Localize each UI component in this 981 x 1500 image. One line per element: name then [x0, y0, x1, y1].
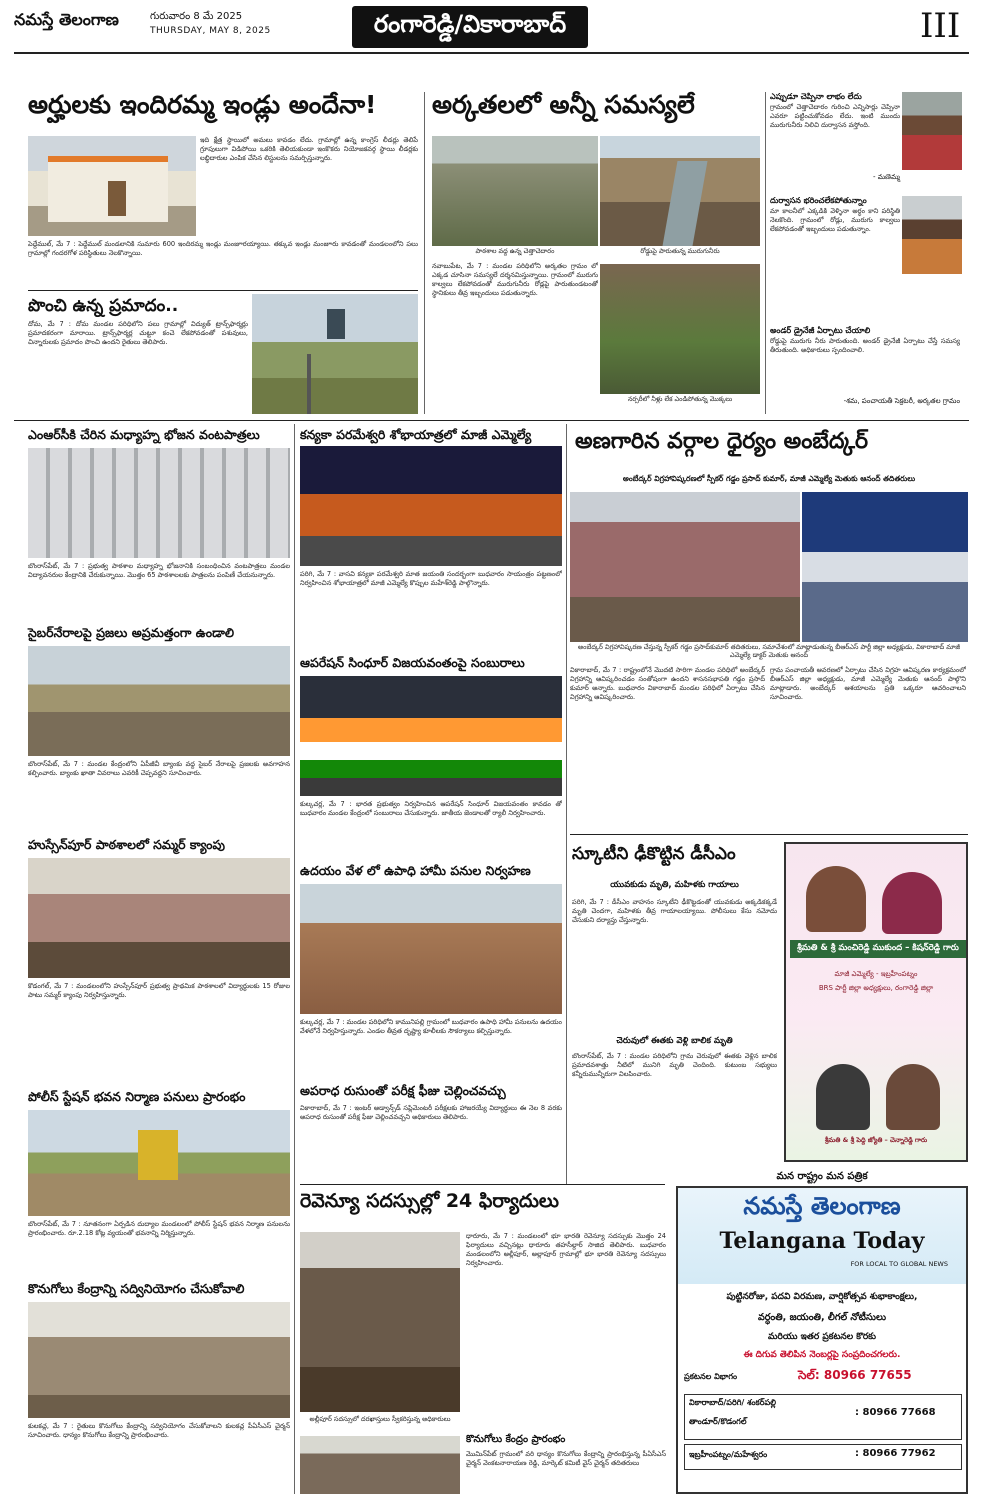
headline-arkatala: అర్కతలలో అన్నీ సమస్యలే: [432, 90, 695, 119]
quote-1-title: ఎప్పుడూ చెప్పినా లాభం లేదు: [770, 92, 862, 101]
photo-nursery: [600, 264, 760, 394]
masthead-date-telugu: గురువారం 8 మే 2025: [150, 11, 243, 22]
newspaper-ad-dept: ప్రకటనల విభాగం: [684, 1372, 738, 1381]
newspaper-ad-phone1: : 80966 77668: [855, 1407, 936, 1418]
photo-transformer: [252, 294, 418, 414]
headline-revenue: రెవెన్యూ సదస్సుల్లో 24 ఫిర్యాదులు: [300, 1190, 559, 1212]
quote-3-name: -శమ, పంచాయతీ సెక్రటరీ, అర్కతల గ్రామం: [843, 397, 960, 405]
scooty-body: పరిగి, మే 7 : డీసీఎం వాహనం స్కూటీని ఢీకొట్టడంతో యువకుడు అక్కడికక్కడే మృతి చెందగా, మహిళకు తీవ్ర గాయాలయ్యాయి. పోలీసులు కేసు నమోదు చేసుకుని దర్యాప్తు చేస్తున్నారు.: [572, 898, 777, 924]
photo-tricolor-rally: [300, 676, 562, 796]
arkatala-caption-3: నర్సరీలో నీళ్లు లేక ఎండిపోతున్న మొక్కలు: [627, 395, 733, 403]
ambedkar-body-2: గ్రామ పంచాయతీ ఆవరణలో ఏర్పాటు చేసిన విగ్రహ ఆవిష్కరణ కార్యక్రమంలో బీఆర్‌ఎస్ జిల్లా అధ్యక్షుడు, మాజీ ఎమ్మెల్యే మెతుకు ఆనంద్ పాల్గొని మాట్లాడారు. అంబేద్కర్ ఆశయాలను ప్రతి ఒక్కరూ ఆచరించాలని సూచించారు.: [770, 666, 966, 701]
newspaper-ad-title-te: నమస్తే తెలంగాణ: [743, 1192, 901, 1220]
middle-4-body: వికారాబాద్, మే 7 : ఇంటర్ అడ్వాన్స్‌డ్ సప్లిమెంటరీ పరీక్షలకు హాజరయ్యే విద్యార్థులు ఈ నెల 8 వరకు అపరాధ రుసుంతో పరీక్ష ఫీజు చెల్లించవచ్చని అధికారులు తెలిపారు.: [300, 1104, 562, 1121]
indiramma-dateline: పెద్దేముల్, మే 7 : పెద్దేముల్ మండలానికి సుమారు 600 ఇందిరమ్మ ఇండ్లు మంజూరయ్యాయి. తక్కువ ఇండ్లు మంజూరు కావడంతో మండలంలోని పలు గ్రామాల్లో గందరగోళ పరిస్థితులు నెలకొన్నాయి.: [28, 240, 418, 257]
quote-2-title: దుర్వాసన భరించలేకపోతున్నాం: [770, 196, 867, 205]
masthead-rule: [14, 52, 969, 54]
photo-meeting: [802, 492, 968, 642]
arkatala-caption-1: పాఠశాల వద్ద ఉన్న చెత్తాచెదారం: [475, 247, 555, 255]
middle-3-body: కుల్కచర్ల, మే 7 : మండల పరిధిలోని కామునిపల్లి గ్రామంలో బుధవారం ఉపాధి హామీ పనులను ఉదయం వేళలోనే నిర్వహిస్తున్నారు. ఎండల తీవ్రత దృష్ట్యా కూలీలకు సౌకర్యాలు కల్పిస్తున్నారు.: [300, 1018, 562, 1035]
scooty-body-2: బొంరాస్‌పేట్, మే 7 : మండల పరిధిలోని గ్రామ చెరువులో ఈతకు వెళ్లిన బాలిక ప్రమాదవశాత్తు నీటిలో మునిగి మృతి చెందింది. కుటుంబ సభ్యులు కన్నీరుమున్నీరుగా విలపించారు.: [572, 1052, 777, 1078]
sidebar-3-headline: హుస్సేన్‌పూర్ పాఠశాలలో సమ్మర్ క్యాంపు: [28, 837, 225, 852]
quote-3-title: అండర్ డ్రైనేజీ ఏర్పాటు చేయాలి: [770, 326, 871, 335]
photo-police-station-site: [28, 1110, 290, 1216]
newspaper-ad-line2: వర్ధంతి, జయంతి, లీగల్ నోటీసులు: [758, 1312, 886, 1323]
photo-house: [28, 136, 196, 236]
photo-summer-camp: [28, 858, 290, 978]
greeting-line2: శ్రీమతి & శ్రీ పెద్ది జ్యోతి – చెన్నారెడ్డి గారు: [824, 1136, 928, 1144]
greeting-role: మాజీ ఎమ్మెల్యే - ఇబ్రహీంపట్నం: [834, 970, 918, 978]
newspaper-ad-title-en: Telangana Today: [719, 1228, 925, 1254]
scooty-subhead: యువకుడు మృతి, మహిళకు గాయాలు: [610, 880, 739, 890]
middle-1-headline: కన్యకా పరమేశ్వరి శోభాయాత్రలో మాజీ ఎమ్మెల్యే: [300, 427, 532, 442]
headline-indiramma: అర్హులకు ఇందిరమ్మ ఇండ్లు అందేనా!: [28, 90, 377, 119]
newspaper-ad-line3: మరియు ఇతర ప్రకటనల కొరకు: [768, 1332, 876, 1342]
sidebar-2-body: బొంరాస్‌పేట్, మే 7 : మండల కేంద్రంలోని ఏపీజీవీ బ్యాంకు వద్ద సైబర్ నేరాలపై ప్రజలకు అవగాహన కల్పించారు. బ్యాంకు ఖాతా వివరాలు ఎవరికీ చెప్పవద్దని సూచించారు.: [28, 760, 290, 777]
indiramma-body: ఇది క్షేత్ర స్థాయిలో అమలు కావడం లేదు. గ్రామాల్లో ఉన్న కాంగ్రెస్ లీడర్లు తెలిపే గ్రూపులుగా విడిపోయి ఒకరికి తెలియకుండా ఇంకొకరు నియోజకవర్గ స్థాయి లీడర్లకు లబ్ధిదారుల ఎంపిక చేసిన లిస్టులను సమర్పిస్తున్నారు.: [200, 136, 418, 162]
ambedkar-caption: అంబేద్కర్ విగ్రహావిష్కరణ చేస్తున్న స్పీకర్ గడ్డం ప్రసాద్‌కుమార్ తదితరులు, సమావేశంలో మాట్లాడుతున్న బీఆర్‌ఎస్ పార్టీ జిల్లా అధ్యక్షుడు, వికారాబాద్ మాజీ ఎమ్మెల్యే డాక్టర్ మెతుకు ఆనంద్: [577, 643, 960, 659]
sidebar-4-headline: పోలీస్ స్టేషన్ భవన నిర్మాణ పనులు ప్రారంభం: [28, 1089, 246, 1104]
konugolu-body: మొమిన్‌పేట్ గ్రామంలో వరి ధాన్యం కొనుగోలు కేంద్రాన్ని ప్రారంభిస్తున్న పీఏసీఎస్ చైర్మన్ వెంకటనారాయణ రెడ్డి, మార్కెట్ కమిటీ వైస్ చైర్మన్ తదితరులు: [466, 1450, 666, 1467]
headline-ponchi: పొంచి ఉన్న ప్రమాదం..: [28, 296, 179, 316]
arkatala-caption-2: రోడ్డుపై పారుతున్న మురుగునీరు: [640, 247, 720, 255]
quote-1-name: - మణెమ్మ: [873, 173, 900, 181]
sidebar-1-headline: ఎంఆర్‌సీకి చేరిన మధ్యాహ్న భోజన వంటపాత్రలు: [28, 427, 260, 442]
photo-purchase-centre: [28, 1302, 290, 1418]
photo-quote-2-avatar: [902, 196, 962, 274]
ambedkar-subhead: అంబేద్కర్ విగ్రహావిష్కరణలో స్పీకర్ గడ్డం ప్రసాద్ కుమార్, మాజీ ఎమ్మెల్యే మెతుకు ఆనంద్ తదితరులు: [622, 474, 916, 483]
middle-1-body: పరిగి, మే 7 : వాసవి కన్యకా పరమేశ్వరి మాత జయంతి సందర్భంగా బుధవారం సాయంత్రం పట్టణంలో నిర్వహించిన శోభాయాత్రలో మాజీ ఎమ్మెల్యే కొప్పుల మహేశ్‌రెడ్డి పాల్గొన్నారు.: [300, 570, 562, 587]
headline-scooty: స్కూటీని ఢీకొట్టిన డీసీఎం: [572, 844, 736, 864]
photo-nrega-work: [300, 884, 562, 1014]
sidebar-3-body: కొడంగల్, మే 7 : మండలంలోని హుస్సేన్‌పూర్ ప్రభుత్వ ప్రాథమిక పాఠశాలలో విద్యార్థులకు 15 రోజుల పాటు సమ్మర్ క్యాంపు నిర్వహిస్తున్నారు.: [28, 982, 290, 999]
arkatala-body: నవాబుపేట, మే 7 : మండల పరిధిలోని అర్కతల గ్రామం లో ఎక్కడ చూసినా సమస్యలే దర్శనమిస్తున్నాయి. గ్రామంలో మురుగు కాల్వలు లేకపోవడంతో మురుగునీరు రోడ్లపై పారుతుండటంతో స్థానికులు తీవ్ర ఇబ్బందులు పడుతున్నారు.: [432, 262, 598, 297]
middle-4-headline: అపరాధ రుసుంతో పరీక్ష ఫీజు చెల్లించవచ్చు: [300, 1083, 506, 1098]
masthead-date-english: THURSDAY, MAY 8, 2025: [150, 26, 271, 36]
quote-2-body: మా కాలనీలో ఎక్కడికి వెళ్ళినా అర్ధం కాని పరిస్థితి నెలకొంది. గ్రామంలో రోడ్లు, మురుగు కాల్వలు లేకపోవడంతో ఇబ్బందులు పడుతున్నాం.: [770, 207, 900, 233]
masthead-brand: నమస్తే తెలంగాణ: [14, 10, 119, 29]
photo-drain-road: [600, 136, 760, 246]
newspaper-ad-cell: సెల్: 80966 77655: [798, 1368, 912, 1382]
newspaper-ad-area1: వికారాబాద్/పరిగి/ శంకర్‌పల్లి: [689, 1398, 776, 1407]
newspaper-ad: [676, 1186, 968, 1494]
photo-revenue-meeting: [300, 1232, 460, 1412]
revenue-body: ధారూరు, మే 7 : మండలంలో భూ భారతి రెవెన్యూ సదస్సుకు మొత్తం 24 ఫిర్యాదులు వచ్చినట్లు ధారూరు తహసీల్దార్ సాజిద తెలిపారు. బుధవారం మండలంలోని అల్లీపూర్, అల్లాపూర్ గ్రామాల్లో భూ భారతి రెవెన్యూ సదస్సులు నిర్వహించారు.: [466, 1232, 666, 1267]
sidebar-5-body: కులకచ్ల, మే 7 : రైతులు కొనుగోలు కేంద్రాన్ని సద్వినియోగం చేసుకోవాలని కులకచ్ల పీఏసీఎస్ చైర్మన్ సూచించారు. ధాన్యం కొనుగోలు కేంద్రాన్ని ప్రారంభించారు.: [28, 1422, 290, 1439]
newspaper-ad-area2: తాండూర్/కొడంగల్: [689, 1417, 747, 1426]
middle-2-body: కుల్కచర్ల, మే 7 : భారత ప్రభుత్వం నిర్వహించిన ఆపరేషన్ సింధూర్ విజయవంతం కావడం తో బుధవారం మండల కేంద్రంలో సంబురాలు చేసుకున్నారు. జాతీయ జెండాలతో ర్యాలీ నిర్వహించారు.: [300, 800, 562, 817]
revenue-caption: అల్లీపూర్ సదస్సులో దరఖాస్తులు స్వీకరిస్తున్న అధికారులు: [309, 1415, 451, 1423]
middle-3-headline: ఉదయం వేళ లో ఉపాధి హామీ పనుల నిర్వహణ: [300, 863, 531, 878]
photo-quote-1-avatar: [902, 92, 962, 170]
newspaper-ad-line1: పుట్టినరోజు, పదవి విరమణ, వార్షికోత్సవ శుభాకాంక్షలు,: [726, 1292, 918, 1302]
page-number: III: [920, 6, 961, 46]
section-banner: రంగారెడ్డి/వికారాబాద్: [352, 6, 588, 48]
konugolu-headline: కొనుగోలు కేంద్రం ప్రారంభం: [466, 1434, 566, 1445]
newspaper-ad-phone2: : 80966 77962: [855, 1448, 936, 1459]
photo-procession: [300, 446, 562, 566]
greeting-names: శ్రీమతి & శ్రీ మంచిరెడ్డి ముకుంద – కిషన్‌రెడ్డి గారు: [790, 940, 966, 958]
photo-konugolu: [300, 1436, 460, 1494]
sidebar-5-headline: కొనుగోలు కేంద్రాన్ని సద్వినియోగం చేసుకోవాలి: [28, 1281, 245, 1296]
scooty-subhead-2: చెరువులో ఈతకు వెళ్లి బాలిక మృతి: [616, 1036, 733, 1046]
sidebar-2-headline: సైబర్‌నేరాలపై ప్రజలు అప్రమత్తంగా ఉండాలి: [28, 625, 234, 640]
photo-cyber-awareness: [28, 646, 290, 756]
sidebar-1-body: బొంరాస్‌పేట్, మే 7 : ప్రభుత్వ పాఠశాల మధ్యాహ్న భోజనానికి సంబంధించిన వంటపాత్రలు మండల విద్యావనరుల కేంద్రానికి చేరుకున్నాయి. మొత్తం 65 పాఠశాలలకు పాత్రలను పంపిణీ చేయనున్నారు.: [28, 562, 290, 579]
photo-garbage: [432, 136, 598, 246]
greeting-ad: [784, 842, 968, 1162]
ambedkar-body-1: వికారాబాద్, మే 7 : రాష్ట్రంలోనే మొదటి సారిగా మండల పరిధిలో అంబేద్కర్ విగ్రహాన్ని ఆవిష్కరించడం సంతోషంగా ఉందని శాసనసభాపతి గడ్డం ప్రసాద్ కుమార్ అన్నారు. బుధవారం వికారాబాద్ మండల పరిధిలో ఏర్పాటు చేసిన విగ్రహాన్ని ఆవిష్కరించారు.: [570, 666, 765, 701]
middle-2-headline: ఆపరేషన్ సింధూర్ విజయవంతంపై సంబురాలు: [300, 655, 525, 670]
quote-3-body: రోడ్డుపై మురుగు నీరు పారుతుంది. అండర్ డ్రైనేజీ ఏర్పాటు చేస్తే సమస్య తీరుతుంది. అధికారులు స్పందించాలి.: [770, 337, 960, 354]
newspaper-ad-tagline: మన రాష్ట్రం మన పత్రిక: [776, 1171, 868, 1182]
newspaper-ad-sub-en: FOR LOCAL TO GLOBAL NEWS: [850, 1260, 948, 1268]
headline-ambedkar: అణగారిన వర్గాల ధైర్యం అంబేద్కర్: [575, 429, 868, 454]
newspaper-ad-area3: ఇబ్రహీంపట్నం/మహేశ్వరం: [689, 1450, 768, 1459]
ponchi-body: దోమ, మే 7 : దోమ మండల పరిధిలోని పలు గ్రామాల్లో విద్యుత్ ట్రాన్స్‌ఫార్మర్లు ప్రమాదకరంగా మారాయి. ట్రాన్స్‌ఫార్మర్ల చుట్టూ కంచె లేకపోవడంతో పశువులు, చిన్నారులకు ప్రమాదం పొంచి ఉందని రైతులు తెలిపారు.: [28, 320, 248, 346]
greeting-party: BRS పార్టీ జిల్లా అధ్యక్షులు, రంగారెడ్డి జిల్లా: [818, 984, 934, 992]
photo-utensils: [28, 448, 290, 558]
photo-statue-unveiling: [570, 492, 800, 642]
quote-1-body: గ్రామంలో చెత్తాచెదారం గురించి ఎన్నిసార్లు చెప్పినా ఎవరూ పట్టించుకోవడం లేదు. ఇంటి ముందు మురుగునీరు నిలిచి దుర్వాసన వస్తోంది.: [770, 103, 900, 129]
newspaper-ad-line4: ఈ దిగువ తెలిపిన నెంబర్లపై సంప్రదించగలరు.: [743, 1350, 901, 1360]
sidebar-4-body: బొంరాస్‌పేట్, మే 7 : నూతనంగా ఏర్పడిన దుద్యాల మండలంలో పోలీస్ స్టేషన్ భవన నిర్మాణ పనులను ప్రారంభించారు. రూ.2.18 కోట్ల వ్యయంతో భవనాన్ని నిర్మిస్తున్నారు.: [28, 1220, 290, 1237]
